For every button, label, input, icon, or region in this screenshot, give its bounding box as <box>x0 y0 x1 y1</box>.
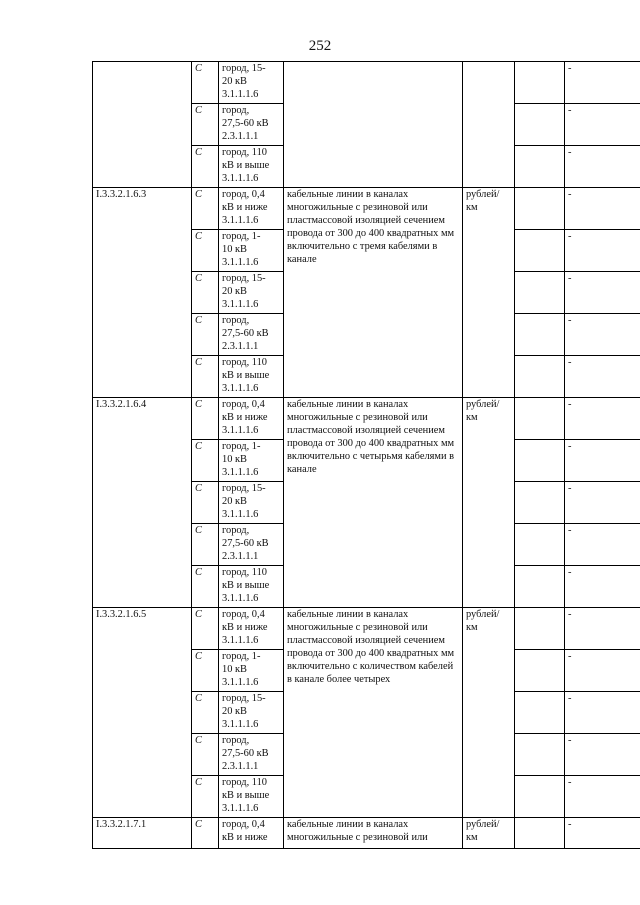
empty-cell <box>515 566 565 608</box>
voltage-cell <box>219 230 284 272</box>
cell-line: 3.1.1.1.6 <box>222 718 259 730</box>
voltage-cell <box>219 146 284 188</box>
value-cell: - <box>565 146 640 188</box>
table-row <box>93 818 640 849</box>
value-cell: - <box>565 818 640 849</box>
cell-line: 27,5-60 кВ <box>222 117 269 129</box>
cell-line: 2.3.1.1.1 <box>222 550 259 562</box>
cell-line: город, <box>222 735 250 746</box>
voltage-cell <box>219 440 284 482</box>
empty-cell <box>515 272 565 314</box>
cell-line: 3.1.1.1.6 <box>222 214 259 226</box>
letter-cell: С <box>192 650 219 692</box>
cell-line: кВ и выше <box>222 789 270 801</box>
voltage-cell <box>219 734 284 776</box>
letter-cell: С <box>192 230 219 272</box>
cell-line: 3.1.1.1.6 <box>222 382 259 394</box>
description-cell: кабельные линии в каналах многожильные с резиновой или пластмассовой изоляцией сечением провода от 300 до 400 квадратных мм включительно с четырьмя кабелями в канале <box>284 398 463 608</box>
letter-cell: С <box>192 62 219 104</box>
voltage-cell <box>219 398 284 440</box>
cell-line: город, 0,4 <box>222 189 265 200</box>
cell-line: город, 110 <box>222 777 267 788</box>
cell-line: город, <box>222 315 250 326</box>
letter-cell: С <box>192 272 219 314</box>
value-cell: - <box>565 776 640 818</box>
voltage-cell <box>219 692 284 734</box>
description-cell: кабельные линии в каналах многожильные с резиновой или <box>284 818 463 849</box>
voltage-cell <box>219 272 284 314</box>
empty-cell <box>515 650 565 692</box>
empty-cell <box>515 230 565 272</box>
unit-cell <box>463 608 515 818</box>
empty-cell <box>515 734 565 776</box>
cell-line: 3.1.1.1.6 <box>222 634 259 646</box>
cell-line: 2.3.1.1.1 <box>222 760 259 772</box>
cell-line: рублей/ <box>466 819 500 830</box>
voltage-cell <box>219 608 284 650</box>
cell-line: город, 110 <box>222 567 267 578</box>
empty-cell <box>515 692 565 734</box>
voltage-cell <box>219 650 284 692</box>
letter-cell: С <box>192 314 219 356</box>
letter-cell: С <box>192 146 219 188</box>
empty-cell <box>515 356 565 398</box>
letter-cell: С <box>192 188 219 230</box>
cell-line: 3.1.1.1.6 <box>222 508 259 520</box>
letter-cell: С <box>192 398 219 440</box>
voltage-cell <box>219 356 284 398</box>
cell-line: 20 кВ <box>222 75 247 87</box>
letter-cell: С <box>192 524 219 566</box>
value-cell: - <box>565 62 640 104</box>
value-cell: - <box>565 314 640 356</box>
voltage-cell <box>219 188 284 230</box>
cell-line: 27,5-60 кВ <box>222 537 269 549</box>
empty-cell <box>515 188 565 230</box>
cell-line: 2.3.1.1.1 <box>222 130 259 142</box>
cell-line: 10 кВ <box>222 243 247 255</box>
cell-line: город, 0,4 <box>222 399 265 410</box>
cell-line: 20 кВ <box>222 285 247 297</box>
unit-cell <box>463 818 515 849</box>
description-cell <box>284 62 463 188</box>
voltage-cell <box>219 104 284 146</box>
code-cell: I.3.3.2.1.6.5 <box>93 608 192 818</box>
letter-cell: С <box>192 566 219 608</box>
value-cell: - <box>565 398 640 440</box>
unit-cell <box>463 398 515 608</box>
empty-cell <box>515 482 565 524</box>
value-cell: - <box>565 104 640 146</box>
cell-line: 20 кВ <box>222 495 247 507</box>
letter-cell: С <box>192 692 219 734</box>
cell-line: город, 110 <box>222 357 267 368</box>
value-cell: - <box>565 230 640 272</box>
cell-line: рублей/ <box>466 189 500 200</box>
tariff-table-body <box>93 62 640 849</box>
cell-line: 3.1.1.1.6 <box>222 88 259 100</box>
cell-line: город, <box>222 105 250 116</box>
value-cell: - <box>565 650 640 692</box>
cell-line: кВ и выше <box>222 579 270 591</box>
cell-line: 20 кВ <box>222 705 247 717</box>
value-cell: - <box>565 482 640 524</box>
cell-line: 3.1.1.1.6 <box>222 298 259 310</box>
table-row <box>93 188 640 230</box>
cell-line: рублей/ <box>466 399 500 410</box>
letter-cell: С <box>192 104 219 146</box>
cell-line: 3.1.1.1.6 <box>222 424 259 436</box>
tariff-table <box>92 61 640 849</box>
letter-cell: С <box>192 440 219 482</box>
cell-line: кВ и ниже <box>222 621 268 633</box>
code-cell: I.3.3.2.1.7.1 <box>93 818 192 849</box>
voltage-cell <box>219 62 284 104</box>
cell-line: город, 110 <box>222 147 267 158</box>
cell-line: км <box>466 831 478 843</box>
cell-line: рублей/ <box>466 609 500 620</box>
table-row <box>93 608 640 650</box>
letter-cell: С <box>192 608 219 650</box>
cell-line: город, 15- <box>222 63 266 74</box>
table-row <box>93 62 640 104</box>
cell-line: 27,5-60 кВ <box>222 747 269 759</box>
description-cell: кабельные линии в каналах многожильные с резиновой или пластмассовой изоляцией сечением провода от 300 до 400 квадратных мм включительно с количеством кабелей в канале более четырех <box>284 608 463 818</box>
letter-cell: С <box>192 734 219 776</box>
cell-line: кВ и выше <box>222 369 270 381</box>
code-cell <box>93 62 192 188</box>
voltage-cell <box>219 776 284 818</box>
cell-line: 27,5-60 кВ <box>222 327 269 339</box>
cell-line: город, <box>222 525 250 536</box>
voltage-cell <box>219 314 284 356</box>
cell-line: км <box>466 201 478 213</box>
voltage-cell <box>219 818 284 849</box>
cell-line: город, 1- <box>222 651 261 662</box>
code-cell: I.3.3.2.1.6.4 <box>93 398 192 608</box>
cell-line: 3.1.1.1.6 <box>222 676 259 688</box>
empty-cell <box>515 398 565 440</box>
cell-line: 3.1.1.1.6 <box>222 256 259 268</box>
cell-line: город, 0,4 <box>222 819 265 830</box>
cell-line: 3.1.1.1.6 <box>222 466 259 478</box>
cell-line: км <box>466 411 478 423</box>
value-cell: - <box>565 440 640 482</box>
cell-line: город, 0,4 <box>222 609 265 620</box>
description-cell: кабельные линии в каналах многожильные с резиновой или пластмассовой изоляцией сечением провода от 300 до 400 квадратных мм включительно с тремя кабелями в канале <box>284 188 463 398</box>
empty-cell <box>515 62 565 104</box>
value-cell: - <box>565 272 640 314</box>
empty-cell <box>515 440 565 482</box>
cell-line: 10 кВ <box>222 453 247 465</box>
letter-cell: С <box>192 356 219 398</box>
empty-cell <box>515 146 565 188</box>
code-cell: I.3.3.2.1.6.3 <box>93 188 192 398</box>
empty-cell <box>515 608 565 650</box>
cell-line: город, 1- <box>222 441 261 452</box>
value-cell: - <box>565 524 640 566</box>
letter-cell: С <box>192 776 219 818</box>
value-cell: - <box>565 608 640 650</box>
empty-cell <box>515 314 565 356</box>
cell-line: город, 15- <box>222 273 266 284</box>
cell-line: кВ и выше <box>222 159 270 171</box>
cell-line: 10 кВ <box>222 663 247 675</box>
letter-cell: С <box>192 482 219 524</box>
voltage-cell <box>219 566 284 608</box>
cell-line: км <box>466 621 478 633</box>
letter-cell: С <box>192 818 219 849</box>
cell-line: город, 1- <box>222 231 261 242</box>
cell-line: кВ и ниже <box>222 831 268 843</box>
empty-cell <box>515 818 565 849</box>
empty-cell <box>515 104 565 146</box>
value-cell: - <box>565 692 640 734</box>
cell-line: 3.1.1.1.6 <box>222 802 259 814</box>
cell-line: 3.1.1.1.6 <box>222 592 259 604</box>
cell-line: город, 15- <box>222 483 266 494</box>
cell-line: 2.3.1.1.1 <box>222 340 259 352</box>
value-cell: - <box>565 734 640 776</box>
cell-line: кВ и ниже <box>222 411 268 423</box>
cell-line: кВ и ниже <box>222 201 268 213</box>
value-cell: - <box>565 566 640 608</box>
value-cell: - <box>565 188 640 230</box>
value-cell: - <box>565 356 640 398</box>
voltage-cell <box>219 482 284 524</box>
cell-line: 3.1.1.1.6 <box>222 172 259 184</box>
unit-cell <box>463 62 515 188</box>
table-row <box>93 398 640 440</box>
page-number: 252 <box>308 38 332 54</box>
unit-cell <box>463 188 515 398</box>
empty-cell <box>515 776 565 818</box>
voltage-cell <box>219 524 284 566</box>
cell-line: город, 15- <box>222 693 266 704</box>
empty-cell <box>515 524 565 566</box>
